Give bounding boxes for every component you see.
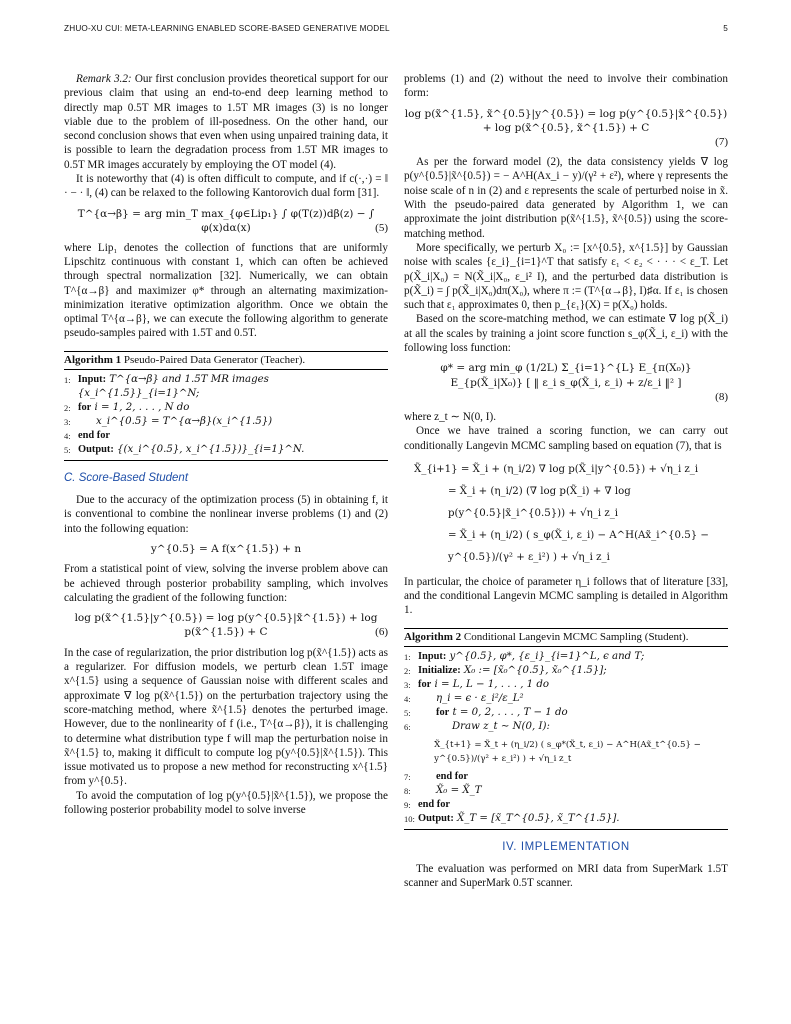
algorithm-1-line: 1: Input: T^{α→β} and 1.5T MR images {x_i^{1.5}}_{i=1}^N; xyxy=(64,373,269,399)
running-title: ZHUO-XU CUI: META-LEARNING ENABLED SCORE-BASED GENERATIVE MODEL xyxy=(64,24,390,33)
remark-paragraph xyxy=(64,72,388,172)
algorithm-2-line: 10: Output: X̃_T = [x̃_T^{0.5}, x̃_T^{1.5}]. xyxy=(404,812,620,824)
remark-label: Remark 3.2: xyxy=(76,73,132,85)
equation-combined: y^{0.5} = A f(x^{1.5}) + n xyxy=(150,542,302,555)
algorithm-2-line: 3: for i = L, L − 1, . . . , 1 do xyxy=(404,678,550,690)
algorithm-1-line: 4: end for xyxy=(64,429,111,441)
section-c-heading: C. Score-Based Student xyxy=(64,471,189,484)
paragraph-parameter: In particular, the choice of parameter η_i follows that of literature [33], and the conditional Langevin MCMC sampling is detailed in Algorithm 1. xyxy=(404,575,728,617)
algorithm-1-title xyxy=(64,352,388,370)
equation-5 xyxy=(64,207,388,235)
langevin-equations xyxy=(414,459,728,569)
remark-text: Our first conclusion provides theoretical support for our previous claim that using an end-to-end deep learning method to directly map 0.5T MR images to 1.5T MR images (3) is no longer viable due to the problem of ill-posedness. On the other hand, our second conclusion shows that even when using unpaired training data, it is possible to learn the degradation process from 1.5T MR images to 0.5T MR images accurately by employing the OT model (4). xyxy=(64,73,388,171)
paragraph-avoid: To avoid the computation of log p(y^{0.5}|x̃^{1.5}), we propose the following posterior probability model to solve inverse xyxy=(64,789,388,816)
algorithm-1-line: 3: x_i^{0.5} = T^{α→β}(x_i^{1.5}) xyxy=(64,415,273,427)
equation-7 xyxy=(404,107,728,150)
algorithm-1-line: 5: Output: {(x_i^{0.5}, x_i^{1.5})}_{i=1}^N. xyxy=(64,443,305,455)
paragraph-statistical: From a statistical point of view, solving the inverse problem above can be achieved through posterior probability sampling, which involves calculating the gradient of the following function: xyxy=(64,563,388,604)
equation-6-number: (6) xyxy=(375,626,388,639)
algorithm-2-line: 9: end for xyxy=(404,798,451,810)
algorithm-2-caption: Conditional Langevin MCMC Sampling (Student). xyxy=(463,630,689,643)
equation-7-number: (7) xyxy=(715,135,728,148)
equation-8-number: (8) xyxy=(715,390,728,403)
algorithm-1-caption: Pseudo-Paired Data Generator (Teacher). xyxy=(123,353,306,366)
langevin-line-1: X̃_{i+1} = X̃_i + (η_i/2) ∇ log p(X̃_i|y^{0.5}) + √η_i z_i xyxy=(414,463,699,475)
running-header xyxy=(64,24,728,33)
algorithm-2 xyxy=(404,628,728,830)
paragraph-regularization: In the case of regularization, the prior distribution log p(x̃^{1.5}) acts as a regularizer. For diffusion models, we perturb clean 1.5T image x^{1.5} using a sequence of Gaussian noise with different scales and approximate ∇ log p(x̃^{1.5}) on the perturbation trajectory using the score-matching method, where x̃^{1.5} denotes the perturbed image. However, due to the nonlinearity of f (i.e., T^{α→β}), it is challenging to determine what distribution type f will map the perturbation noise in x̃^{1.5} to, making it difficult to compute log p(y^{0.5}|x̃^{1.5}). This issue motivated us to propose a new method for reconstructing x^{1.5} from y^{0.5}. xyxy=(64,646,388,788)
paragraph-data-consistency: As per the forward model (2), the data consistency yields ∇ log p(y^{0.5}|x̃^{0.5}) = − A^H(Ax_i − y)/(γ² + ε²), where γ represents the noise scale of n in (2) and ε represents the scale of perturbed noise in x̃. With the pseudo-paired data generated by Algorithm 1, we can approximate the joint distribution p(x̃^{1.5}, x̃^{0.5}) using the score-matching method. xyxy=(404,156,728,240)
algorithm-2-line: X̃_{t+1} = X̃_t + (η_i/2) ( s_φ*(X̃_t, ε_i) − A^H(Ax̃_t^{0.5} − y^{0.5})/(γ² + ε_i²) ) + √η_i z_t xyxy=(434,739,701,764)
paragraph-combination-form: problems (1) and (2) without the need to involve their combination form: xyxy=(404,73,728,100)
paragraph-langevin: Once we have trained a scoring function, we can carry out conditionally Langevin MCMC sampling based on equation (7), that is xyxy=(404,425,728,452)
langevin-line-2: = X̃_i + (η_i/2) (∇ log p(X̃_i) + ∇ log p(y^{0.5}|x̃_i^{0.5})) + √η_i z_i xyxy=(448,485,631,519)
equation-7-body: log p(x̃^{1.5}, x̃^{0.5}|y^{0.5}) = log p(y^{0.5}|x̃^{0.5}) + log p(x̃^{0.5}, x̃^{1.5}) + C xyxy=(404,107,728,134)
equation-6 xyxy=(64,611,388,640)
algorithm-2-label: Algorithm 2 xyxy=(404,630,462,643)
page-number: 5 xyxy=(723,24,728,33)
equation-8 xyxy=(404,361,728,404)
langevin-line-3: = X̃_i + (η_i/2) ( s_φ(X̃_i, ε_i) − A^H(Ax̃_i^{0.5} − y^{0.5})/(γ² + ε_i²) ) + √η_i z_i xyxy=(448,529,709,563)
algorithm-2-line: 5: for t = 0, 2, . . . , T − 1 do xyxy=(404,706,568,718)
paragraph-implementation: The evaluation was performed on MRI data from SuperMark 1.5T scanner and SuperMark 0.5T scanner. xyxy=(404,863,728,890)
algorithm-2-line: 7: end for xyxy=(404,770,469,782)
paragraph-score-matching: Based on the score-matching method, we can estimate ∇ log p(X̃_i) at all the scales by training a joint score function s_φ(X̃_i, ε_i) with the following loss function: xyxy=(404,313,728,355)
algorithm-2-line: 6: Draw z_t ∼ N(0, I): xyxy=(404,720,550,732)
algorithm-2-line: 4: η_i = ϵ · ε_i²/ε_L² xyxy=(404,692,524,704)
equation-5-body: T^{α→β} = arg min_T max_{φ∈Lip₁} ∫ φ(T(z))dβ(z) − ∫ φ(x)dα(x) xyxy=(77,207,375,234)
paragraph-lipschitz: where Lip₁ denotes the collection of functions that are uniformly Lipschitz continuous with constant 1, which can often be achieved through spectral normalization [32]. Numerically, we can obtain T^{α→β} and maximizer φ* through an alternating maximization-minimization iterative optimization algorithm. Once we obtain the optimal T^{α→β}, we can execute the following algorithm to generate pseudo-samples paired with 1.5T and 0.5T. xyxy=(64,241,388,340)
section-iv-heading: IV. IMPLEMENTATION xyxy=(502,840,630,853)
algorithm-2-line: 2: Initialize: X₀ := [x̃₀^{0.5}, x̃₀^{1.5}]; xyxy=(404,664,607,676)
algorithm-2-line: 1: Input: y^{0.5}, φ*, {ε_i}_{i=1}^L, ϵ and T; xyxy=(404,650,645,662)
equation-6-body: log p(x̃^{1.5}|y^{0.5}) = log p(y^{0.5}|x̃^{1.5}) + log p(x̃^{1.5}) + C xyxy=(74,612,378,639)
algorithm-1 xyxy=(64,351,388,461)
algorithm-1-label: Algorithm 1 xyxy=(64,353,122,366)
equation-5-number: (5) xyxy=(375,221,388,234)
paragraph-perturb: More specifically, we perturb X₀ := [x^{0.5}, x^{1.5}] by Gaussian noise with scales {ε_i}_{i=1}^T that satisfy ε₁ < ε₂ < · · · < ε_T. Let p(X̃_i|X₀) = N(X̃_i|X₀, ε_i² I), and the perturbed data distribution is p(X̃_i) = ∫ p(X̃_i|X₀)dπ(X₀), where π := (T^{α→β}, I)♯α. If ε₁ is chosen such that ε₁ approximates 0, then p_{ε₁}(X) = p(X₀) holds. xyxy=(404,241,728,312)
algorithm-2-title xyxy=(404,629,728,647)
algorithm-2-line: 8: X̃₀ = X̃_T xyxy=(404,784,482,796)
paragraph-combine: Due to the accuracy of the optimization process (5) in obtaining f, it is conventional to combine the nonlinear inverse problems (1) and (2) into the following equation: xyxy=(64,494,388,535)
algorithm-1-line: 2: for i = 1, 2, . . . , N do xyxy=(64,401,190,413)
equation-8-body: φ* = arg min_φ (1/2L) Σ_{i=1}^{L} E_{π(X₀)} E_{p(X̃_i|X₀)} [ ‖ ε_i s_φ(X̃_i, ε_i) + z/ε_i ‖² ] xyxy=(440,362,692,389)
paragraph-kantorovich: It is noteworthy that (4) is often difficult to compute, and if c(·,·) = ‖ · − · ‖, (4) can be relaxed to the following Kantorovich dual form [31]. xyxy=(64,173,388,200)
left-column xyxy=(64,72,388,817)
right-column xyxy=(404,72,728,891)
paragraph-where-z: where z_t ∼ N(0, I). xyxy=(404,410,497,423)
